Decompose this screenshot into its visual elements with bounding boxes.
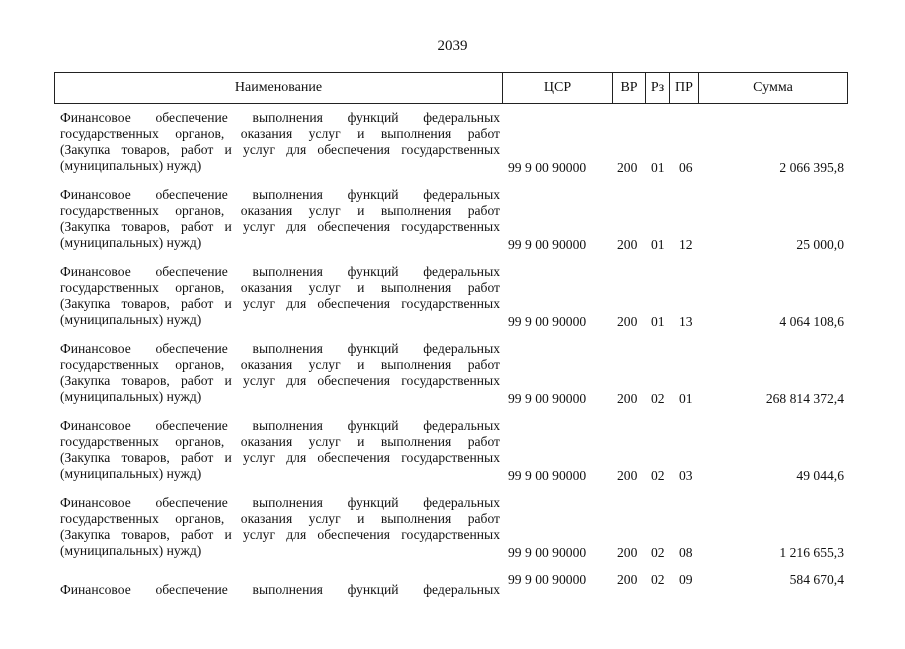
row-name	[60, 582, 500, 598]
table-row	[54, 418, 848, 495]
row-name-line: Финансовое обеспечение выполнения функций федеральных	[60, 187, 500, 202]
row-name-line: государственных органов, оказания услуг и выполнения работ	[60, 357, 500, 372]
row-name-line: государственных органов, оказания услуг и выполнения работ	[60, 126, 500, 141]
row-csr: 99 9 00 90000	[508, 468, 587, 483]
row-pr: 03	[679, 468, 693, 483]
row-name	[60, 264, 500, 328]
row-sum: 4 064 108,6	[779, 314, 844, 329]
row-rz: 02	[651, 391, 665, 406]
row-name-line: (Закупка товаров, работ и услуг для обеспечения государственных	[60, 527, 500, 542]
row-sum: 25 000,0	[796, 237, 844, 252]
column-header-csr: ЦСР	[503, 73, 613, 103]
row-rz: 02	[651, 468, 665, 483]
row-vr: 200	[617, 237, 638, 252]
row-vr: 200	[617, 160, 638, 175]
row-name	[60, 418, 500, 482]
row-pr: 08	[679, 545, 693, 560]
table-row	[54, 187, 848, 264]
row-rz: 02	[651, 572, 665, 587]
column-header-rz: Рз	[646, 73, 670, 103]
row-name-line: государственных органов, оказания услуг и выполнения работ	[60, 511, 500, 526]
row-vr: 200	[617, 391, 638, 406]
row-vr: 200	[617, 545, 638, 560]
row-csr: 99 9 00 90000	[508, 391, 587, 406]
column-header-vr: ВР	[613, 73, 646, 103]
row-name-line: государственных органов, оказания услуг и выполнения работ	[60, 203, 500, 218]
table-row	[54, 572, 848, 649]
row-name-line: государственных органов, оказания услуг и выполнения работ	[60, 434, 500, 449]
table-row	[54, 264, 848, 341]
row-name-line: (Закупка товаров, работ и услуг для обеспечения государственных	[60, 296, 500, 311]
row-name-line: (Закупка товаров, работ и услуг для обеспечения государственных	[60, 450, 500, 465]
row-csr: 99 9 00 90000	[508, 160, 587, 175]
table-row	[54, 341, 848, 418]
row-sum: 49 044,6	[796, 468, 844, 483]
table-row	[54, 495, 848, 572]
row-name-line: Финансовое обеспечение выполнения функций федеральных	[60, 418, 500, 433]
row-pr: 06	[679, 160, 693, 175]
table-header	[54, 72, 848, 104]
row-name	[60, 110, 500, 174]
row-sum: 268 814 372,4	[765, 391, 844, 406]
row-pr: 13	[679, 314, 693, 329]
row-rz: 01	[651, 237, 665, 252]
row-pr: 01	[679, 391, 693, 406]
row-name-line: государственных органов, оказания услуг и выполнения работ	[60, 280, 500, 295]
row-pr: 12	[679, 237, 693, 252]
row-sum: 584 670,4	[789, 572, 844, 587]
column-header-name: Наименование	[55, 73, 503, 103]
row-name-line: (муниципальных) нужд)	[60, 158, 202, 173]
row-csr: 99 9 00 90000	[508, 237, 587, 252]
row-name-line: Финансовое обеспечение выполнения функций федеральных	[60, 264, 500, 279]
row-name	[60, 187, 500, 251]
row-name	[60, 341, 500, 405]
row-sum: 2 066 395,8	[779, 160, 844, 175]
row-name-line: Финансовое обеспечение выполнения функций федеральных	[60, 110, 500, 125]
table-body	[54, 110, 848, 649]
row-name	[60, 495, 500, 559]
row-name-line: (муниципальных) нужд)	[60, 235, 202, 250]
row-name-line: (муниципальных) нужд)	[60, 466, 202, 481]
table-row	[54, 110, 848, 187]
row-sum: 1 216 655,3	[779, 545, 844, 560]
column-header-sum: Сумма	[753, 80, 793, 95]
row-name-line: Финансовое обеспечение выполнения функций федеральных	[60, 341, 500, 356]
row-rz: 01	[651, 160, 665, 175]
row-csr: 99 9 00 90000	[508, 314, 587, 329]
row-name-line: Финансовое обеспечение выполнения функций федеральных	[60, 495, 500, 510]
row-pr: 09	[679, 572, 693, 587]
row-name-line: (Закупка товаров, работ и услуг для обеспечения государственных	[60, 142, 500, 157]
page-number: 2039	[437, 38, 468, 54]
row-name-line: (Закупка товаров, работ и услуг для обеспечения государственных	[60, 373, 500, 388]
row-vr: 200	[617, 468, 638, 483]
row-vr: 200	[617, 314, 638, 329]
row-rz: 02	[651, 545, 665, 560]
row-name-line: Финансовое обеспечение выполнения функций федеральных	[60, 582, 500, 597]
row-rz: 01	[651, 314, 665, 329]
row-name-line: (муниципальных) нужд)	[60, 389, 202, 404]
row-name-line: (Закупка товаров, работ и услуг для обеспечения государственных	[60, 219, 500, 234]
row-vr: 200	[617, 572, 638, 587]
row-csr: 99 9 00 90000	[508, 545, 587, 560]
column-header-pr: ПР	[670, 73, 699, 103]
row-name-line: (муниципальных) нужд)	[60, 543, 202, 558]
row-csr: 99 9 00 90000	[508, 572, 587, 587]
row-name-line: (муниципальных) нужд)	[60, 312, 202, 327]
